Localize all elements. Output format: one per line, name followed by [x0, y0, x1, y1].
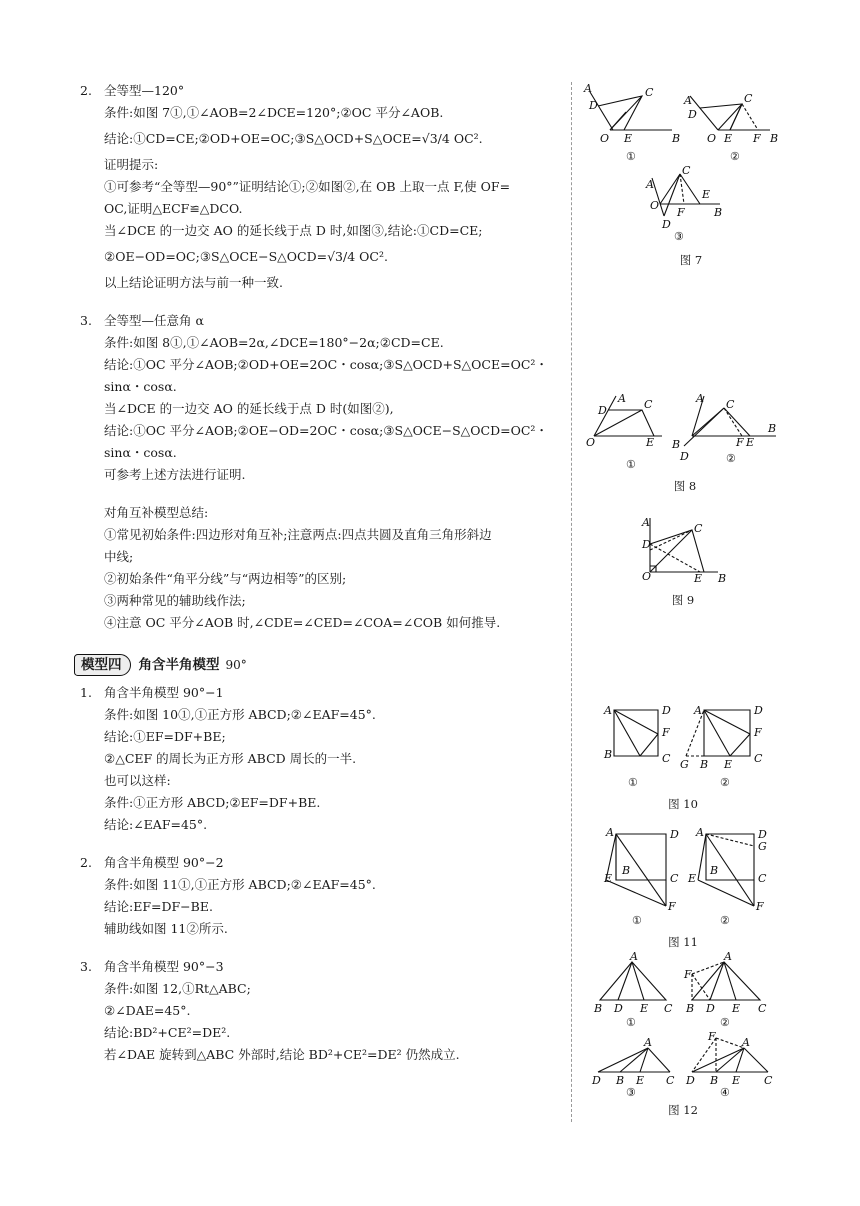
- point-label: D: [642, 538, 651, 551]
- point-label: C: [726, 398, 735, 411]
- point-label: B: [672, 438, 681, 451]
- point-label: O: [707, 132, 717, 145]
- figure-8-diagram: [580, 390, 860, 478]
- text-line: 条件:如图 8①,①∠AOB=2α,∠DCE=180°−2α;②CD=CE.: [104, 335, 444, 350]
- point-label: C: [764, 1074, 773, 1087]
- point-label: B: [714, 206, 723, 219]
- text-line: sinα・cosα.: [104, 445, 177, 460]
- point-label: B: [616, 1074, 625, 1087]
- point-label: B: [686, 1002, 695, 1015]
- section-3: [74, 310, 568, 486]
- point-label: A: [606, 826, 614, 839]
- point-label: A: [694, 704, 702, 717]
- point-label: A: [644, 1036, 652, 1049]
- main-text-column: [74, 80, 568, 1066]
- point-label: E: [732, 1002, 741, 1015]
- point-label: G: [758, 840, 767, 853]
- point-label: E: [694, 572, 703, 585]
- point-label: B: [718, 572, 727, 585]
- text-line: 结论:①OC 平分∠AOB;②OD+OE=2OC・cosα;③S△OCD+S△OCE=OC²・: [104, 357, 548, 372]
- aux-cf: [742, 104, 758, 130]
- point-label: B: [594, 1002, 603, 1015]
- model4-item-3: [74, 956, 568, 1066]
- point-label: B: [710, 864, 719, 877]
- model-subtitle: 90°: [225, 658, 247, 672]
- aux: [650, 530, 692, 550]
- point-label: B: [672, 132, 681, 145]
- square-abcd: [704, 710, 750, 756]
- text-line: ①常见初始条件:四边形对角互补;注意两点:四点共圆及直角三角形斜边: [104, 527, 492, 542]
- point-label: C: [744, 92, 753, 105]
- line-ef: [640, 734, 658, 756]
- figure-7-diagram: [580, 82, 860, 252]
- item-title: 角含半角模型 90°−1: [104, 685, 224, 700]
- point-label: A: [584, 82, 592, 95]
- subfigure-label: ③: [626, 1086, 636, 1098]
- point-label: O: [642, 570, 652, 583]
- text-line: ②OE−OD=OC;③S△OCE−S△OCD=√3/4 OC².: [104, 249, 388, 264]
- line-ac: [744, 1048, 768, 1072]
- text-line: 条件:如图 7①,①∠AOB=2∠DCE=120°;②OC 平分∠AOB.: [104, 105, 444, 120]
- text-line: 若∠DAE 旋转到△ABC 外部时,结论 BD²+CE²=DE² 仍然成立.: [104, 1047, 460, 1062]
- point-label: E: [724, 132, 733, 145]
- subfigure-label: ①: [628, 776, 638, 789]
- model-badge: 模型四: [74, 654, 131, 676]
- text-line: 结论:BD²+CE²=DE².: [104, 1025, 231, 1040]
- text-line: ③两种常见的辅助线作法;: [104, 593, 246, 608]
- point-label: D: [688, 108, 697, 121]
- figure-11-diagram: [580, 826, 860, 930]
- point-label: O: [586, 436, 596, 449]
- line-ac: [648, 1048, 670, 1072]
- point-label: A: [604, 704, 612, 717]
- figure-caption: 图 10: [668, 797, 698, 811]
- subfigure-label: ①: [626, 1016, 636, 1029]
- subfigure-label: ①: [632, 914, 642, 927]
- point-label: C: [694, 522, 703, 535]
- point-label: A: [742, 1036, 750, 1049]
- line-ef: [730, 734, 750, 756]
- text-line: 结论:∠EAF=45°.: [104, 817, 208, 832]
- point-label: A: [646, 178, 654, 191]
- angle-dce: [608, 410, 654, 436]
- figure-caption: 图 8: [673, 479, 697, 493]
- text-line: ②△CEF 的周长为正方形 ABCD 周长的一半.: [104, 751, 357, 766]
- point-label: D: [706, 1002, 715, 1015]
- summary-title: 对角互补模型总结:: [104, 505, 209, 520]
- point-label: F: [684, 968, 692, 981]
- section-number: 2.: [80, 83, 92, 98]
- point-label: E: [640, 1002, 649, 1015]
- point-label: E: [688, 872, 697, 885]
- item-number: 3.: [80, 959, 92, 974]
- model-heading: [74, 652, 568, 678]
- point-label: A: [724, 950, 732, 963]
- text-line: 结论:EF=DF−BE.: [104, 899, 213, 914]
- figure-11: [580, 826, 860, 952]
- text-line: 条件:如图 11①,①正方形 ABCD;②∠EAF=45°.: [104, 877, 376, 892]
- point-label: C: [670, 872, 679, 885]
- aux-af: [716, 1038, 744, 1048]
- line-oc: [718, 104, 742, 130]
- text-line: OC,证明△ECF≌△DCO.: [104, 201, 243, 216]
- line-ce: [730, 104, 742, 130]
- point-label: E: [732, 1074, 741, 1087]
- point-label: E: [724, 758, 733, 771]
- point-label: F: [662, 726, 670, 739]
- subfigure-label: ①: [626, 458, 636, 471]
- point-label: C: [758, 1002, 767, 1015]
- point-label: B: [768, 422, 777, 435]
- section-title: 全等型—任意角 α: [104, 313, 204, 328]
- point-label: B: [604, 748, 613, 761]
- point-label: F: [736, 436, 744, 449]
- point-label: F: [753, 132, 761, 145]
- text-line: 结论:①CD=CE;②OD+OE=OC;③S△OCD+S△OCE=√3/4 OC².: [104, 131, 483, 146]
- item-number: 1.: [80, 685, 92, 700]
- point-label: F: [677, 206, 685, 219]
- item-number: 2.: [80, 855, 92, 870]
- point-label: E: [746, 436, 755, 449]
- subfigure-label: ②: [720, 776, 730, 789]
- line-oc: [692, 408, 724, 436]
- text-line: 结论:①OC 平分∠AOB;②OE−OD=2OC・cosα;③S△OCE−S△OCD=OC²・: [104, 423, 548, 438]
- figure-caption: 图 12: [668, 1103, 698, 1117]
- point-label: E: [646, 436, 655, 449]
- point-label: C: [644, 398, 653, 411]
- point-label: D: [662, 218, 671, 231]
- item-title: 角含半角模型 90°−2: [104, 855, 224, 870]
- text-line: ②∠DAE=45°.: [104, 1003, 191, 1018]
- figure-10: [580, 700, 860, 812]
- figure-caption: 图 11: [668, 935, 698, 949]
- point-label: A: [696, 826, 704, 839]
- section-number: 3.: [80, 313, 92, 328]
- text-line: 也可以这样:: [104, 773, 171, 788]
- point-label: B: [700, 758, 709, 771]
- text-line: 中线;: [104, 549, 134, 564]
- aux-cf: [724, 408, 742, 436]
- point-label: E: [604, 872, 613, 885]
- figure-10-diagram: [580, 700, 860, 792]
- text-line: 条件:如图 12,①Rt△ABC;: [104, 981, 251, 996]
- point-label: D: [680, 450, 689, 463]
- point-label: D: [754, 704, 763, 717]
- angle-dce: [650, 530, 704, 572]
- text-line: ①可参考“全等型—90°”证明结论①;②如图②,在 OB 上取一点 F,使 OF=: [104, 179, 511, 194]
- subfigure-label: ④: [720, 1086, 730, 1098]
- point-label: C: [662, 752, 671, 765]
- point-label: F: [756, 900, 764, 913]
- point-label: F: [754, 726, 762, 739]
- point-label: C: [664, 1002, 673, 1015]
- text-line: 结论:①EF=DF+BE;: [104, 729, 226, 744]
- figure-12-diagram: [580, 950, 860, 1098]
- line-ae: [632, 962, 644, 1000]
- point-label: O: [600, 132, 610, 145]
- figure-8: [580, 390, 860, 500]
- subfigure-label: ②: [720, 914, 730, 927]
- text-line: 证明提示:: [104, 157, 159, 172]
- line-ce: [724, 408, 750, 436]
- line-ae: [698, 834, 706, 880]
- angle-dce: [598, 96, 642, 130]
- point-label: C: [754, 752, 763, 765]
- text-line: 当∠DCE 的一边交 AO 的延长线于点 D 时,如图③,结论:①CD=CE;: [104, 223, 483, 238]
- subfigure-label: ②: [726, 452, 736, 465]
- point-label: B: [622, 864, 631, 877]
- line-oc: [610, 96, 642, 130]
- point-label: A: [696, 392, 704, 405]
- point-label: A: [618, 392, 626, 405]
- figure-caption: 图 7: [679, 253, 703, 267]
- column-divider: [571, 82, 572, 1122]
- figure-7: [580, 82, 860, 272]
- model4-item-1: [74, 682, 568, 836]
- point-label: D: [589, 99, 598, 112]
- triangle-abc: [600, 962, 666, 1000]
- point-label: B: [770, 132, 779, 145]
- point-label: C: [645, 86, 654, 99]
- point-label: D: [614, 1002, 623, 1015]
- figure-9-diagram: [580, 514, 860, 586]
- text-line: 以上结论证明方法与前一种一致.: [104, 275, 283, 290]
- line-da: [598, 1048, 648, 1072]
- text-line: sinα・cosα.: [104, 379, 177, 394]
- subfigure-label: ②: [730, 150, 740, 163]
- text-line: ②初始条件“角平分线”与“两边相等”的区别;: [104, 571, 347, 586]
- section-title: 全等型—120°: [104, 83, 185, 98]
- point-label: E: [624, 132, 633, 145]
- point-label: D: [686, 1074, 695, 1087]
- point-label: C: [682, 164, 691, 177]
- point-label: D: [758, 828, 767, 841]
- point-label: F: [668, 900, 676, 913]
- line-ad: [710, 962, 724, 1000]
- point-label: A: [642, 516, 650, 529]
- figure-caption: 图 9: [671, 593, 695, 607]
- text-line: 辅助线如图 11②所示.: [104, 921, 228, 936]
- point-label: D: [670, 828, 679, 841]
- line-ad: [618, 962, 632, 1000]
- point-label: B: [710, 1074, 719, 1087]
- section-2: [74, 80, 568, 294]
- subfigure-label: ③: [674, 230, 684, 243]
- point-label: G: [680, 758, 689, 771]
- subfigure-label: ①: [626, 150, 636, 163]
- model4-item-2: [74, 852, 568, 940]
- point-label: C: [666, 1074, 675, 1087]
- text-line: 可参考上述方法进行证明.: [104, 467, 246, 482]
- point-label: D: [662, 704, 671, 717]
- point-label: A: [630, 950, 638, 963]
- text-line: ④注意 OC 平分∠AOB 时,∠CDE=∠CED=∠COA=∠COB 如何推导.: [104, 615, 501, 630]
- point-label: A: [684, 94, 692, 107]
- point-label: F: [708, 1030, 716, 1043]
- model-title: 角含半角模型: [138, 657, 220, 673]
- point-label: D: [598, 404, 607, 417]
- summary-block: [74, 502, 568, 634]
- text-line: 条件:如图 10①,①正方形 ABCD;②∠EAF=45°.: [104, 707, 376, 722]
- point-label: O: [650, 199, 660, 212]
- point-label: C: [758, 872, 767, 885]
- point-label: E: [702, 188, 711, 201]
- point-label: D: [592, 1074, 601, 1087]
- figure-12: [580, 950, 860, 1122]
- aux-de: [650, 544, 700, 572]
- subfigure-label: ②: [720, 1016, 730, 1029]
- point-label: E: [636, 1074, 645, 1087]
- text-line: 条件:①正方形 ABCD;②EF=DF+BE.: [104, 795, 321, 810]
- figure-9: [580, 514, 860, 610]
- text-line: 当∠DCE 的一边交 AO 的延长线于点 D 时(如图②),: [104, 401, 394, 416]
- item-title: 角含半角模型 90°−3: [104, 959, 224, 974]
